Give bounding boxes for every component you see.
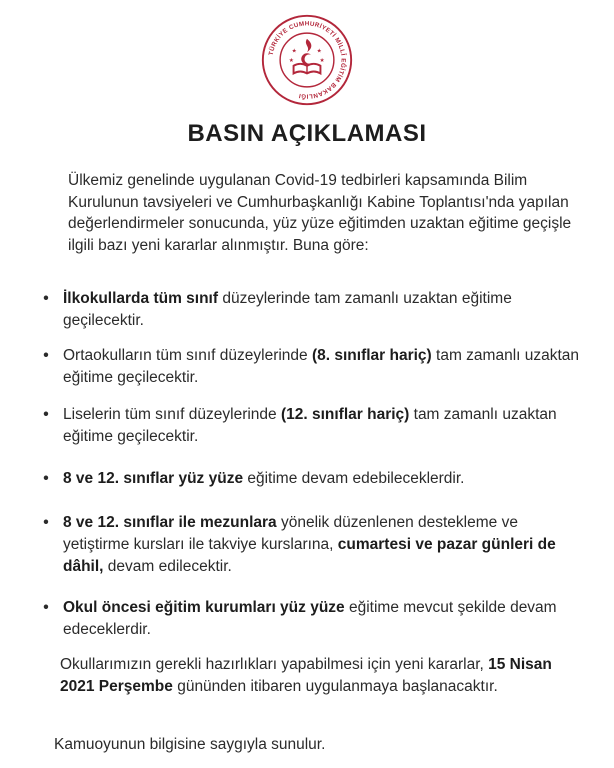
closing-text: gününden itibaren uygulanmaya başlanacaktır. bbox=[172, 678, 498, 695]
item-bold-text: 8 ve 12. sınıflar yüz yüze bbox=[63, 470, 244, 487]
bullet-icon: • bbox=[43, 470, 49, 487]
list-item bbox=[40, 597, 588, 641]
seal-ring-text: TÜRKİYE CUMHURİYETİ MİLLÎ EĞİTİM BAKANLIĞI bbox=[267, 20, 347, 100]
bullet-icon: • bbox=[43, 599, 49, 616]
svg-text:★: ★ bbox=[319, 57, 325, 64]
closing-date: 15 Nisan 2021 Perşembe bbox=[60, 656, 552, 695]
list-item bbox=[40, 468, 588, 490]
closing-text: Okullarımızın gerekli hazırlıkları yapabilmesi için yeni kararlar, bbox=[60, 656, 489, 673]
document-title: BASIN AÇIKLAMASI bbox=[187, 120, 427, 147]
list-item bbox=[40, 345, 588, 389]
ministry-seal-logo bbox=[259, 12, 355, 108]
item-text: Liselerin tüm sınıf düzeylerinde bbox=[63, 406, 281, 423]
item-text: tam zamanlı uzaktan eğitime geçilecektir. bbox=[63, 406, 557, 445]
list-item bbox=[40, 404, 588, 448]
svg-text:★: ★ bbox=[316, 48, 322, 55]
svg-text:★: ★ bbox=[288, 57, 294, 64]
bullet-icon: • bbox=[43, 514, 49, 531]
item-text: eğitime mevcut şekilde devam edeceklerdir. bbox=[63, 599, 557, 638]
item-bold-text: cumartesi ve pazar günleri de dâhil, bbox=[63, 536, 556, 575]
item-bold-text: Okul öncesi eğitim kurumları yüz yüze bbox=[63, 599, 345, 616]
item-text: düzeylerinde tam zamanlı uzaktan eğitime geçilecektir. bbox=[63, 290, 512, 329]
item-text: devam edilecektir. bbox=[103, 558, 232, 575]
item-text: tam zamanlı uzaktan eğitime geçilecektir. bbox=[63, 347, 580, 386]
intro-paragraph: Ülkemiz genelinde uygulanan Covid-19 tedbirleri kapsamında Bilim Kurulunun tavsiyeleri ve Cumhurbaşkanlığı Kabine Toplantısı'nda yapılan değerlendirmeler sonucunda, yüz yüze eğitimden uzaktan eğitime geçişle ilgili bazı yeni kararlar alınmıştır. Buna göre: bbox=[68, 172, 572, 254]
list-item bbox=[40, 288, 588, 332]
list-item bbox=[40, 512, 588, 578]
item-text: yönelik düzenlenen destekleme ve yetiştirme kursları ile takviye kurslarına, bbox=[63, 514, 518, 553]
sign-off: Kamuoyunun bilgisine saygıyla sunulur. bbox=[54, 736, 326, 753]
item-bold-text: İlkokullarda tüm sınıf bbox=[63, 290, 219, 307]
svg-text:★: ★ bbox=[291, 48, 297, 55]
item-text: eğitime devam edebileceklerdir. bbox=[243, 470, 465, 487]
closing-paragraph bbox=[60, 654, 588, 698]
bullet-icon: • bbox=[43, 406, 49, 423]
item-bold-text: (12. sınıflar hariç) bbox=[280, 406, 410, 423]
item-bold-text: 8 ve 12. sınıflar ile mezunlara bbox=[63, 514, 277, 531]
bullet-icon: • bbox=[43, 347, 49, 364]
item-text: Ortaokulların tüm sınıf düzeylerinde bbox=[63, 347, 312, 364]
bullet-icon: • bbox=[43, 290, 49, 307]
item-bold-text: (8. sınıflar hariç) bbox=[311, 347, 432, 364]
